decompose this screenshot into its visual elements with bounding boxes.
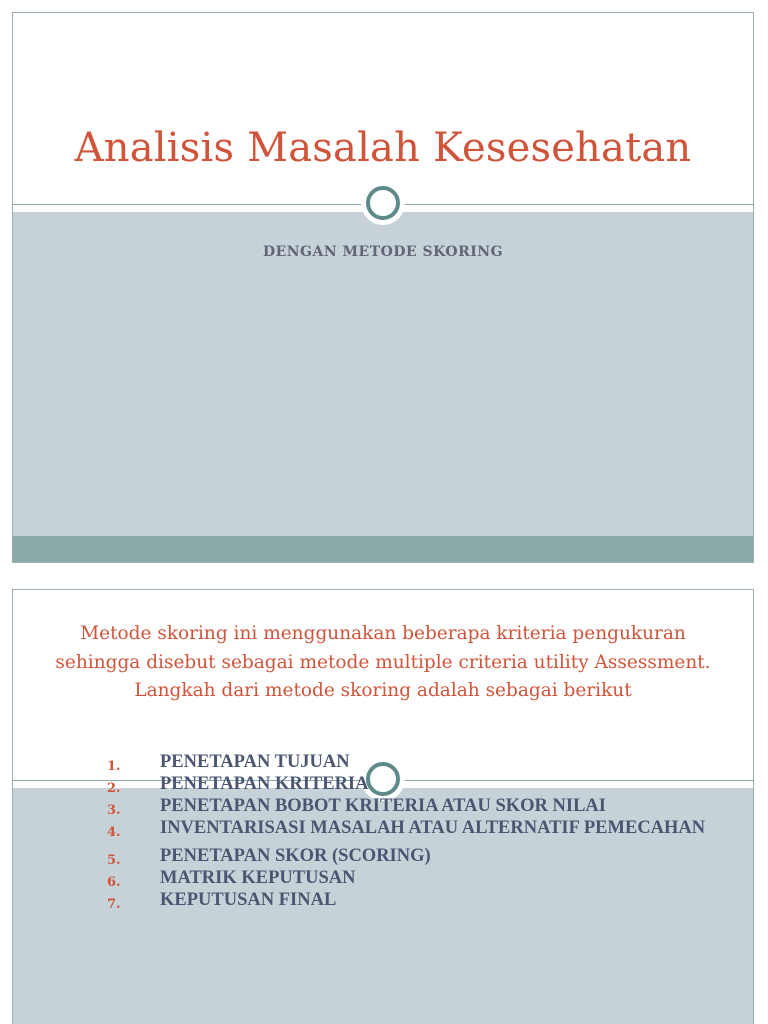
- content-slide: [12, 589, 754, 1024]
- step-text: PENETAPAN KRITERIA: [160, 774, 369, 794]
- step-number: 2.: [107, 781, 121, 796]
- step-text: MATRIK KEPUTUSAN: [160, 868, 356, 888]
- step-number: 7.: [107, 897, 121, 912]
- list-item: [13, 818, 753, 849]
- step-number: 1.: [107, 759, 121, 774]
- step-number: 3.: [107, 803, 121, 818]
- intro-paragraph: Metode skoring ini menggunakan beberapa kriteria pengukuran sehingga disebut sebagai metode multiple criteria utility Assessment. Langkah dari metode skoring adalah sebagai berikut: [55, 623, 711, 701]
- title-slide: [12, 12, 754, 563]
- step-number: 4.: [107, 825, 121, 840]
- step-text: PENETAPAN SKOR (SCORING): [160, 846, 431, 866]
- list-item: [13, 868, 753, 893]
- list-item: [13, 846, 753, 871]
- list-item: [13, 752, 753, 777]
- steps-list: [13, 752, 753, 915]
- circle-ornament-icon: [366, 186, 400, 220]
- step-number: 5.: [107, 853, 121, 868]
- slide-subtitle: DENGAN METODE SKORING: [262, 244, 504, 260]
- step-text: PENETAPAN TUJUAN: [160, 752, 350, 772]
- step-text: KEPUTUSAN FINAL: [160, 890, 337, 910]
- subtitle-band: [13, 212, 753, 536]
- step-text: PENETAPAN BOBOT KRITERIA ATAU SKOR NILAI: [160, 796, 606, 816]
- step-text: INVENTARISASI MASALAH ATAU ALTERNATIF PEMECAHAN: [160, 818, 706, 838]
- list-item: [13, 890, 753, 915]
- footer-bar: [13, 536, 753, 563]
- slide-title: Analisis Masalah Kesesehatan: [74, 125, 692, 171]
- step-number: 6.: [107, 875, 121, 890]
